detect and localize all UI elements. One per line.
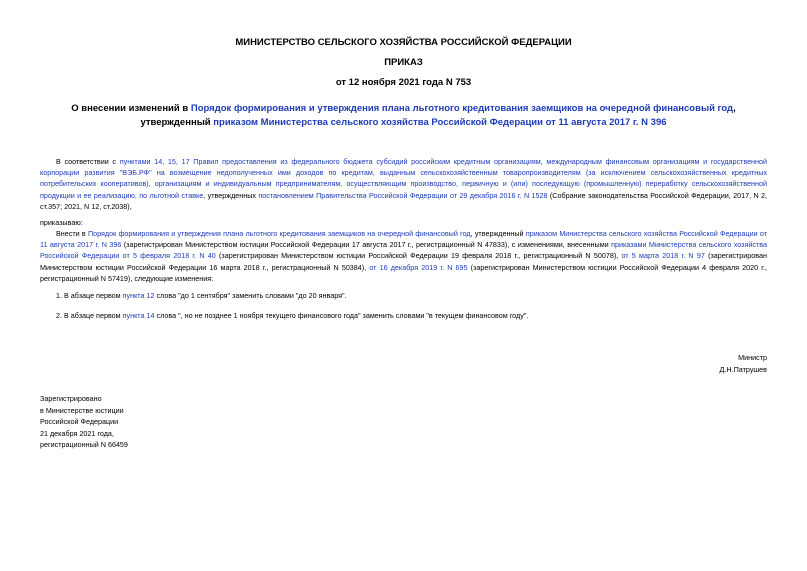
registration-line: Российской Федерации [40,417,119,426]
order-word: приказываю: [40,218,83,227]
doc-type-heading: ПРИКАЗ [384,57,423,68]
signature-position: Министр [738,353,767,362]
registration-line: 21 декабря 2021 года, [40,428,114,438]
preamble-text-2: , утвержденных [203,190,259,200]
date-number-heading: от 12 ноября 2021 года N 753 [335,77,472,88]
item2-link-clause-14[interactable]: пункта 14 [122,311,155,320]
body-text-6: (зарегистрирован Министерством юстиции Российской Федерации 4 февраля 2020 г., регистрационный N 57419), следующие изменения: [40,262,767,283]
title-mid: , утвержденный [140,103,736,128]
title-link-procedure[interactable]: Порядок формирования и утверждения плана льготного кредитования заемщиков на очередной финансовый год [190,103,734,114]
list-item [40,290,767,301]
body-link-order-97[interactable]: от 5 марта 2018 г. N 97 [621,251,705,261]
ministry-heading: МИНИСТЕРСТВО СЕЛЬСКОГО ХОЗЯЙСТВА РОССИЙСКОЙ ФЕДЕРАЦИИ [235,37,572,48]
body-link-order-396[interactable]: приказом Министерства сельского хозяйства Российской Федерации от 11 августа 2017 г. N 396 [40,229,767,250]
list-item [40,310,767,321]
body-text-4: (зарегистрирован Министерством юстиции Российской Федерации 19 февраля 2018 г., регистрационный N 50078), [215,251,622,261]
registration-line: в Министерстве юстиции [40,405,124,415]
preamble-text-1: В соответствии с [56,157,120,166]
title-link-order[interactable]: приказом Министерства сельского хозяйства Российской Федерации от 11 августа 2017 г. N 396 [213,117,667,128]
item2-text-b: слова ", но не позднее 1 ноября текущего финансового года" заменить словами "в текущем финансовом году". [154,311,529,320]
signature-block [720,352,767,376]
body-link-order-695[interactable]: от 16 декабря 2019 г. N 695 [369,262,468,272]
body-link-procedure[interactable]: Порядок формирования и утверждения плана льготного кредитования заемщиков на очередной финансовый год [87,229,471,238]
item2-text-a: 2. В абзаце первом [56,311,123,320]
registration-block [40,393,128,451]
body-link-order-40[interactable]: приказами Министерства сельского хозяйства Российской Федерации от 5 февраля 2018 г. N 40 [40,240,768,261]
preamble-link-resolution[interactable]: постановлением Правительства Российской Федерации от 29 декабря 2016 г. N 1528 [258,190,548,200]
body-text-5: (зарегистрирован Министерством юстиции Российской Федерации 16 марта 2018 г., регистрационный N 50384), [40,251,767,272]
registration-line: регистрационный N 66459 [40,440,128,449]
preamble-link-rules[interactable]: пунктами 14, 15, 17 Правил предоставления из федерального бюджета субсидий российским кредитным организациям, международным финансовым организациям и государственной корпорации развития "ВЭБ.РФ" на возмещение недополученных ими доходов по кредитам, выданным сельскохозяйственным товаропроизводителям (за исключением сельскохозяйственных кредитных потребительских кооперативов), организациям и индивидуальным предпринимателям, осуществляющим производство, первичную и (или) последующую (промышленную) переработку сельскохозяйственной продукции и ее реализацию, по льготной ставке [40,157,768,200]
registration-line: Зарегистрировано [40,394,102,403]
title-prefix: О внесении изменений в [71,103,191,114]
document-title [40,102,767,130]
item1-link-clause-12[interactable]: пункта 12 [122,291,155,300]
body-text-3: (зарегистрирован Министерством юстиции Российской Федерации 17 августа 2017 г., регистрационный N 47833), с изменениями, внесенными [121,240,612,250]
body-text-1: Внести в [56,229,88,238]
item1-text-a: 1. В абзаце первом [56,291,123,300]
preamble-paragraph [40,156,767,212]
body-text-2: , утвержденный [470,229,526,238]
preamble-text-3: (Собрание законодательства Российской Федерации, 2017, N 2, ст.357; 2021, N 12, ст.2038), [40,190,767,211]
body-paragraph [40,228,767,284]
item1-text-b: слова "до 1 сентября" заменить словами "до 20 января". [154,291,347,300]
signature-name: Д.Н.Патрушев [719,365,767,374]
